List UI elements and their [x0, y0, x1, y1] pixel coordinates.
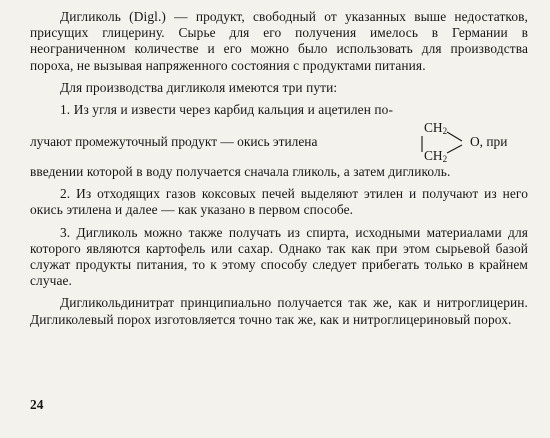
- page-number: 24: [30, 397, 44, 412]
- formula-line: [30, 120, 528, 164]
- formula-oxygen: O: [470, 134, 480, 150]
- formula-bonds: [418, 120, 478, 164]
- paragraph-digl-intro: Дигликоль (Digl.) — продукт, свободный от указанных выше недостатков, присущих глицерину. Сырье для его получения имелось в Германии в неограниченном количестве и его можно было использовать для производства пороха, не вызывая напряженного состояния с продуктами питания.: [30, 9, 528, 73]
- formula-ch2-bottom: $CH_2$: [424, 148, 448, 165]
- ethylene-oxide-formula: [418, 120, 528, 164]
- formula-ch2-top: $CH_2$: [424, 120, 448, 137]
- method-1-text: 1. Из угля и извести через карбид кальция и ацетилен по-: [60, 102, 394, 118]
- formula-after-text: , при: [479, 134, 508, 150]
- paragraph-method-2: 2. Из отходящих газов коксовых печей выделяют этилен и получают из него окись этилена и далее — как указано в первом способе.: [30, 186, 528, 218]
- method-1-continuation: лучают промежуточный продукт — окись этилена: [30, 134, 318, 150]
- paragraph-method-3: 3. Дигликоль можно также получать из спирта, исходными материалами для которого являются картофель или сахар. Однако так как при этом сырьевой базой служат продукты питания, то к этому способу следует прибегать только в крайнем случае.: [30, 224, 528, 289]
- paragraph-diglycol-dinitrate: Дигликольдинитрат принципиально получается так же, как и нитроглицерин. Дигликолевый порох изготовляется точно так же, как и нитроглицериновый порох.: [30, 295, 528, 327]
- paragraph-method-1-start: [30, 102, 528, 118]
- paragraph-method-1-end: введении которой в воду получается сначала гликоль, а затем дигликоль.: [30, 164, 451, 180]
- formula-tail: [470, 134, 507, 150]
- paragraph-three-ways: Для производства дигликоля имеются три пути:: [60, 79, 338, 95]
